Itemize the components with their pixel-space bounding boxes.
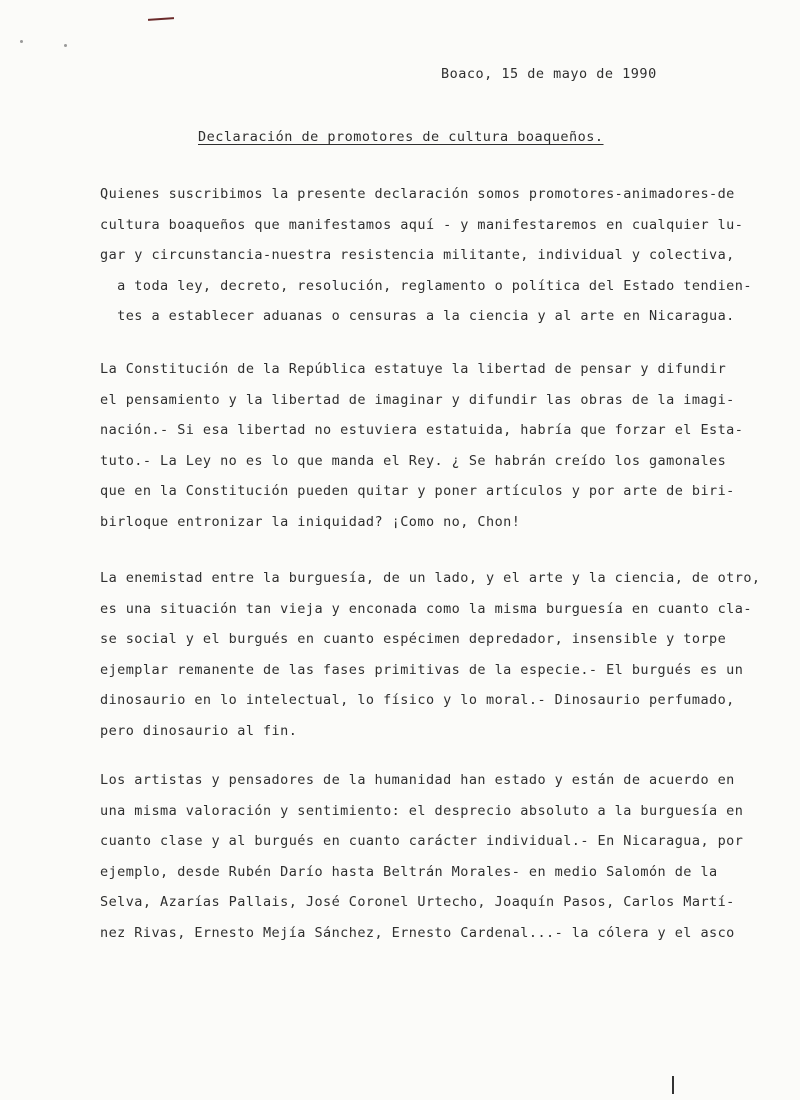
- text-line: nación.- Si esa libertad no estuviera estatuida, habría que forzar el Esta-: [100, 422, 744, 439]
- text-line: Selva, Azarías Pallais, José Coronel Urtecho, Joaquín Pasos, Carlos Martí-: [100, 894, 735, 911]
- text-line: ejemplo, desde Rubén Darío hasta Beltrán Morales- en medio Salomón de la: [100, 863, 718, 880]
- text-line: nez Rivas, Ernesto Mejía Sánchez, Ernesto Cardenal...- la cólera y el asco: [100, 924, 735, 941]
- text-line: que en la Constitución pueden quitar y poner artículos y por arte de biri-: [100, 483, 735, 500]
- text-line: birloque entronizar la iniquidad? ¡Como no, Chon!: [100, 513, 521, 530]
- text-line: La Constitución de la República estatuye la libertad de pensar y difundir: [100, 361, 727, 377]
- text-line: pero dinosaurio al fin.: [100, 722, 298, 739]
- ink-mark: [148, 17, 174, 21]
- paragraph-4: [100, 765, 790, 949]
- paragraph-1: [100, 179, 790, 332]
- document-title: Declaración de promotores de cultura boaqueños.: [198, 129, 604, 145]
- text-line: dinosaurio en lo intelectual, lo físico y lo moral.- Dinosaurio perfumado,: [100, 692, 735, 709]
- text-line: se social y el burgués en cuanto espécimen depredador, insensible y torpe: [100, 631, 727, 648]
- text-line: gar y circunstancia-nuestra resistencia militante, individual y colectiva,: [100, 247, 735, 264]
- ink-mark: [672, 1076, 674, 1094]
- paper-speck: [64, 44, 67, 47]
- text-line: a toda ley, decreto, resolución, reglamento o política del Estado tendien-: [100, 277, 752, 294]
- text-line: tuto.- La Ley no es lo que manda el Rey. ¿ Se habrán creído los gamonales: [100, 452, 727, 469]
- text-line: Los artistas y pensadores de la humanidad han estado y están de acuerdo en: [100, 772, 735, 788]
- text-line: cultura boaqueños que manifestamos aquí - y manifestaremos en cualquier lu-: [100, 216, 744, 233]
- text-line: tes a establecer aduanas o censuras a la ciencia y al arte en Nicaragua.: [100, 308, 735, 325]
- date-line: Boaco, 15 de mayo de 1990: [441, 66, 657, 82]
- paper-speck: [20, 40, 23, 43]
- paragraph-2: [100, 354, 790, 538]
- text-line: el pensamiento y la libertad de imaginar y difundir las obras de la imagi-: [100, 391, 735, 408]
- text-line: una misma valoración y sentimiento: el desprecio absoluto a la burguesía en: [100, 802, 744, 819]
- text-line: La enemistad entre la burguesía, de un lado, y el arte y la ciencia, de otro,: [100, 570, 761, 586]
- text-line: ejemplar remanente de las fases primitivas de la especie.- El burgués es un: [100, 661, 744, 678]
- text-line: cuanto clase y al burgués en cuanto carácter individual.- En Nicaragua, por: [100, 833, 744, 850]
- text-line: Quienes suscribimos la presente declaración somos promotores-animadores-de: [100, 186, 735, 202]
- text-line: es una situación tan vieja y enconada como la misma burguesía en cuanto cla-: [100, 600, 752, 617]
- paragraph-3: [100, 563, 790, 747]
